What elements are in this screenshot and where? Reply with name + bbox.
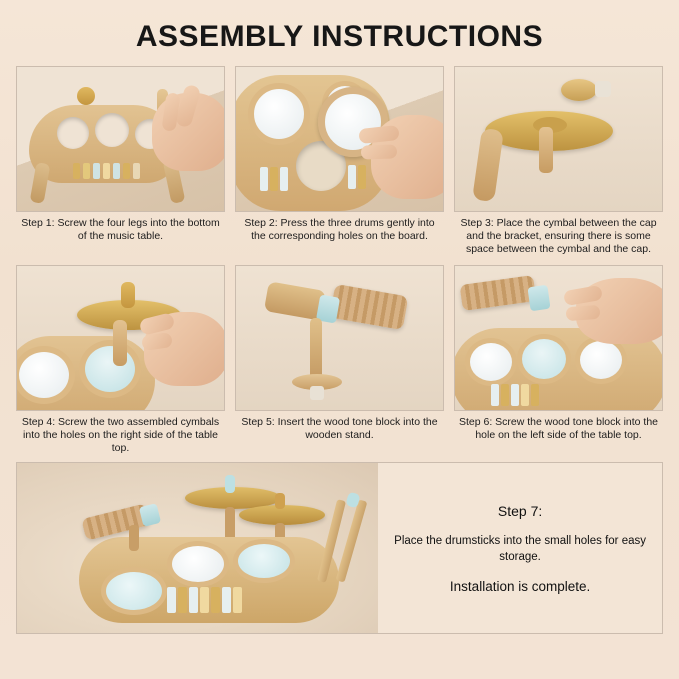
steps-grid xyxy=(16,66,663,458)
step-5-caption: Step 5: Insert the wood tone block into the wooden stand. xyxy=(241,416,438,441)
step-card-5 xyxy=(235,265,444,458)
step-card-3 xyxy=(454,66,663,259)
step-6-caption: Step 6: Screw the wood tone block into the hole on the left side of the table top. xyxy=(458,416,659,441)
step-7-footer: Installation is complete. xyxy=(449,578,591,594)
step-1-image xyxy=(16,66,225,212)
step-7-body: Place the drumsticks into the small holes for easy storage. xyxy=(394,534,646,563)
step-7-text xyxy=(378,463,662,633)
step-3-image xyxy=(454,66,663,212)
step-card-4 xyxy=(16,265,225,458)
final-step-panel xyxy=(16,462,663,634)
step-7-heading: Step 7: xyxy=(497,502,543,519)
step-2-image xyxy=(235,66,444,212)
step-7-image xyxy=(17,463,378,633)
step-card-6 xyxy=(454,265,663,458)
step-6-image xyxy=(454,265,663,411)
step-5-image xyxy=(235,265,444,411)
step-2-caption: Step 2: Press the three drums gently into the corresponding holes on the board. xyxy=(244,217,435,242)
step-card-2 xyxy=(235,66,444,259)
step-3-caption: Step 3: Place the cymbal between the cap and the bracket, ensuring there is some space between the cymbal and the cap. xyxy=(460,217,657,255)
page-title: ASSEMBLY INSTRUCTIONS xyxy=(135,20,544,53)
step-4-image xyxy=(16,265,225,411)
step-1-caption: Step 1: Screw the four legs into the bottom of the music table. xyxy=(21,217,220,242)
step-card-1 xyxy=(16,66,225,259)
step-4-caption: Step 4: Screw the two assembled cymbals into the holes on the right side of the table top. xyxy=(21,416,220,454)
